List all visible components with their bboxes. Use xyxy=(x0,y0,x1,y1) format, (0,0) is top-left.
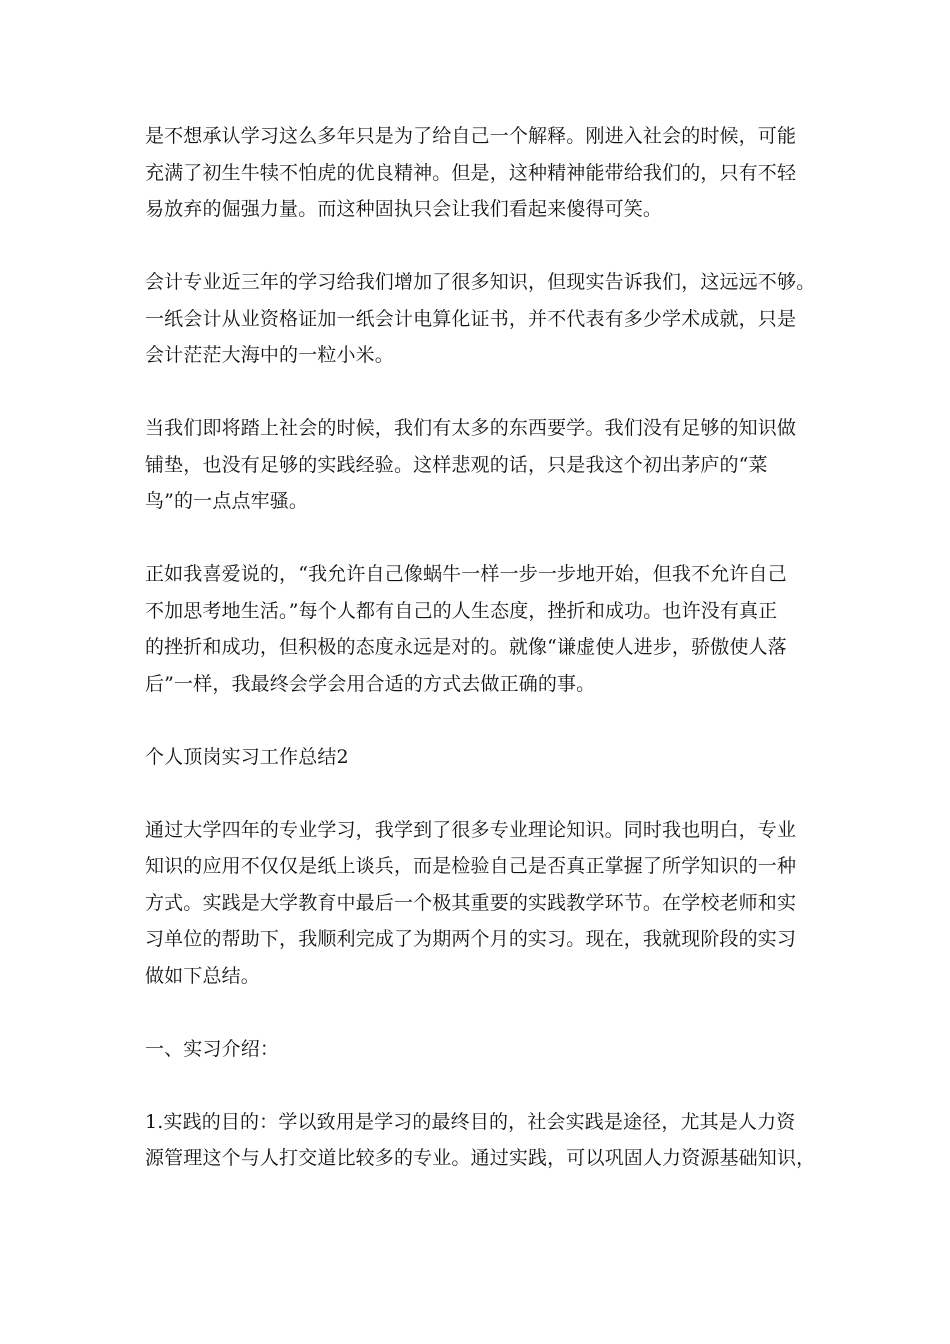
paragraph-line: 铺垫，也没有足够的实践经验。这样悲观的话，只是我这个初出茅庐的“菜 xyxy=(145,453,768,476)
paragraph-line: 做如下总结。 xyxy=(145,964,260,987)
section-heading xyxy=(145,739,807,776)
paragraph-line: 是不想承认学习这么多年只是为了给自己一个解释。刚进入社会的时候，可能 xyxy=(145,125,797,147)
paragraph-line: 鸟”的一点点牢骚。 xyxy=(145,490,309,512)
paragraph-spacer xyxy=(145,1067,807,1104)
paragraph-spacer xyxy=(145,994,807,1031)
paragraph-line: 习单位的帮助下，我顺利完成了为期两个月的实习。现在，我就现阶段的实习 xyxy=(145,928,797,950)
paragraph xyxy=(145,556,807,702)
paragraph-line: 后”一样，我最终会学会用合适的方式去做正确的事。 xyxy=(145,672,596,695)
paragraph-line: 当我们即将踏上社会的时候，我们有太多的东西要学。我们没有足够的知识做 xyxy=(145,417,797,439)
heading-text: 个人顶岗实习工作总结2 xyxy=(145,745,349,768)
paragraph-line: 会计茫茫大海中的一粒小米。 xyxy=(145,344,394,366)
paragraph xyxy=(145,410,807,520)
paragraph-line: 源管理这个与人打交道比较多的专业。通过实践，可以巩固人力资源基础知识， xyxy=(145,1147,816,1169)
paragraph xyxy=(145,264,816,374)
paragraph-line: 易放弃的倔强力量。而这种固执只会让我们看起来傻得可笑。 xyxy=(145,198,663,220)
paragraph xyxy=(145,812,807,995)
paragraph xyxy=(145,118,807,228)
section-heading xyxy=(145,1031,807,1068)
paragraph-spacer xyxy=(145,775,807,812)
paragraph-line: 会计专业近三年的学习给我们增加了很多知识，但现实告诉我们，这远远不够。 xyxy=(145,271,816,293)
paragraph-line: 充满了初生牛犊不怕虎的优良精神。但是，这种精神能带给我们的，只有不轻 xyxy=(145,161,797,184)
paragraph-spacer xyxy=(145,520,807,557)
paragraph-line: 通过大学四年的专业学习，我学到了很多专业理论知识。同时我也明白，专业 xyxy=(145,818,797,841)
paragraph-line: 1.实践的目的：学以致用是学习的最终目的，社会实践是途径，尤其是人力资 xyxy=(145,1110,796,1133)
paragraph-line: 的挫折和成功，但积极的态度永远是对的。就像“谦虚使人进步，骄傲使人落 xyxy=(145,636,787,658)
paragraph-line: 一纸会计从业资格证加一纸会计电算化证书，并不代表有多少学术成就，只是 xyxy=(145,307,797,330)
paragraph xyxy=(145,1104,816,1177)
heading-text: 一、实习介绍： xyxy=(145,1037,280,1060)
paragraph-line: 不加思考地生活。”每个人都有自己的人生态度，挫折和成功。也许没有真正 xyxy=(145,599,778,622)
paragraph-spacer xyxy=(145,228,807,265)
paragraph-line: 方式。实践是大学教育中最后一个极其重要的实践教学环节。在学校老师和实 xyxy=(145,891,797,914)
document-body xyxy=(145,118,816,1177)
paragraph-spacer xyxy=(145,374,807,411)
paragraph-line: 知识的应用不仅仅是纸上谈兵，而是检验自己是否真正掌握了所学知识的一种 xyxy=(145,855,797,877)
paragraph-line: 正如我喜爱说的，“我允许自己像蜗牛一样一步一步地开始，但我不允许自己 xyxy=(145,563,787,585)
paragraph-spacer xyxy=(145,702,807,739)
